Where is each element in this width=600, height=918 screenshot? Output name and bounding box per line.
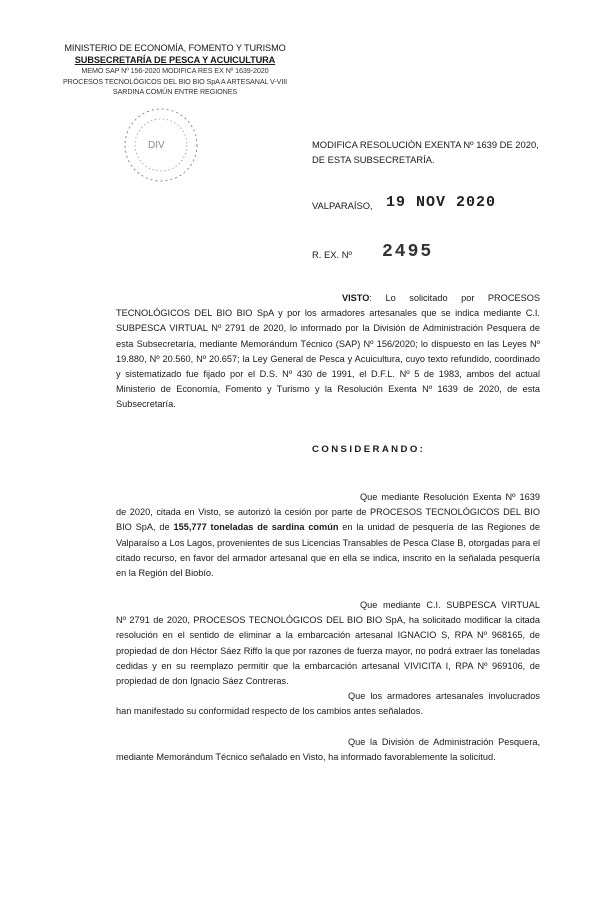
resolution-number-label: R. EX. Nº <box>312 249 352 260</box>
considerando-paragraph-3: Que los armadores artesanales involucrados han manifestado su conformidad respecto de los cambios antes señalados. <box>116 691 540 717</box>
process-reference: PROCESOS TECNOLÓGICOS DEL BIO BIO SpA A ARTESANAL V-VIII <box>62 76 288 86</box>
stamp-text: DIV <box>148 140 165 151</box>
letterhead <box>50 42 300 98</box>
considerando-paragraph-1 <box>116 490 540 581</box>
resolution-number: 2495 <box>382 242 434 262</box>
division-stamp <box>118 102 204 188</box>
considerando-p1-start: Que mediante Resolución Exenta Nº 1639 de 2020, citada en Visto, se autorizó la cesión por parte de PROCESOS TECNOLÓGICOS DEL BIO BIO SpA, de <box>116 492 540 533</box>
place-label: VALPARAÍSO, <box>312 200 373 211</box>
date-stamp: 19 NOV 2020 <box>386 194 497 211</box>
considerando-heading: CONSIDERANDO: <box>312 444 426 455</box>
considerando-p1-end: en la unidad de pesquería de las Regiones de Valparaíso a Los Lagos, provenientes de sus Licencias Transables de Pesca Clase B, otorgadas para el citado recurso, en favor del armador artesanal que en ella se indica, inscrito en la señalada pesquería en la Región del Biobío. <box>116 522 541 579</box>
considerando-p1-bold: 155,777 toneladas de sardina común <box>173 522 339 533</box>
regions-reference: SARDINA COMÚN ENTRE REGIONES <box>112 87 238 96</box>
visto-text: : Lo solicitado por PROCESOS TECNOLÓGICOS DEL BIO BIO SpA y por los armadores artesanales que se indica mediante C.I. SUBPESCA VIRTUAL Nº 2791 de 2020, lo informado por la División de Administración Pesquera de esta Subsecretaría, mediante Memorándum Técnico (SAP) Nº 156/2020; lo dispuesto en las Leyes Nº 19.880, Nº 20.560, Nº 20.657; la Ley General de Pesca y Acuicultura, cuyo texto refundido, coordinado y sistematizado fue fijado por el D.S. Nº 430 de 1991, el D.F.L. Nº 5 de 1983, ambos del actual Ministerio de Economía, Fomento y Turismo y la Resolución Exenta Nº 1639 de 2020, de esta Subsecretaría. <box>116 293 540 410</box>
subsecretaria-name: SUBSECRETARÍA DE PESCA Y ACUICULTURA <box>74 55 276 65</box>
visto-label: VISTO <box>342 293 370 303</box>
visto-paragraph <box>116 291 540 413</box>
memo-reference: MEMO SAP Nº 156-2020 MODIFICA RES EX Nº 1639-2020 <box>81 66 269 75</box>
resolution-subject: MODIFICA RESOLUCIÓN EXENTA Nº 1639 DE 2020, DE ESTA SUBSECRETARÍA. <box>312 139 539 165</box>
ministry-name: MINISTERIO DE ECONOMÍA, FOMENTO Y TURISMO <box>64 43 286 53</box>
considerando-paragraph-2: Que mediante C.I. SUBPESCA VIRTUAL Nº 2791 de 2020, PROCESOS TECNOLÓGICOS DEL BIO BIO SpA, ha solicitado modificar la citada resolución en el sentido de eliminar a la embarcación artesanal IGNACIO S, RPA Nº 968165, de propiedad de don Héctor Sáez Riffo la que por razones de fuerza mayor, no podrá extraer las toneladas cedidas y en su reemplazo permitir que la embarcación artesanal VIVICITA I, RPA Nº 969106, de propiedad de don Ignacio Sáez Contreras. <box>116 600 540 687</box>
considerando-paragraph-4: Que la División de Administración Pesquera, mediante Memorándum Técnico señalado en Visto, ha informado favorablemente la solicitud. <box>116 737 540 763</box>
